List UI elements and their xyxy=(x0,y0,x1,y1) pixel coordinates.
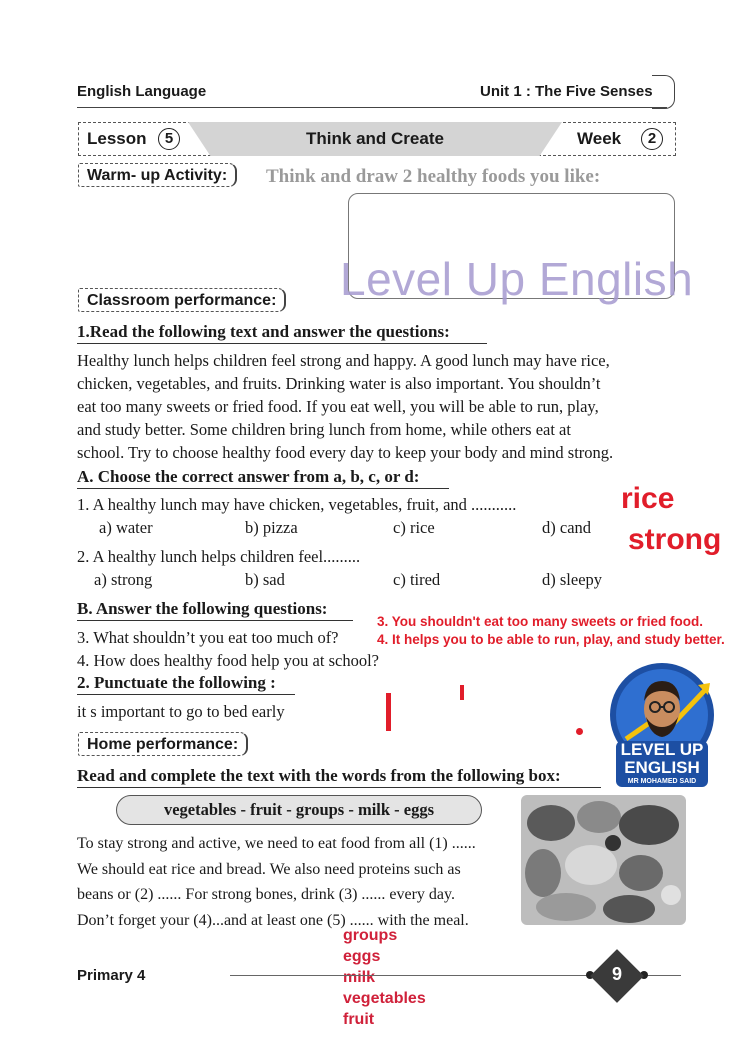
grade-label: Primary 4 xyxy=(77,967,146,984)
lesson-number: 5 xyxy=(158,128,180,150)
answer-4: 4. It helps you to be able to run, play, and study better. xyxy=(377,632,725,647)
fill-in-text xyxy=(77,831,513,933)
header-divider xyxy=(77,107,667,108)
fill-line: To stay strong and active, we need to eat food from all (1) ...... xyxy=(77,835,476,852)
healthy-food-photo xyxy=(521,795,686,925)
footer-divider xyxy=(646,975,681,976)
option-c[interactable]: c) rice xyxy=(393,518,435,537)
watermark: Level Up English xyxy=(340,253,694,305)
subject-title: English Language xyxy=(77,83,207,100)
week-label: Week xyxy=(577,129,622,148)
fill-line: We should eat rice and bread. We also need proteins such as xyxy=(77,860,461,878)
option-a[interactable]: a) strong xyxy=(94,570,153,589)
question-3: 3. What shouldn’t you eat too much of? xyxy=(77,628,339,647)
punctuate-sentence: it s important to go to bed early xyxy=(77,702,285,721)
passage-line: eat too many sweets or fried food. If you eat well, you will be able to run, play, xyxy=(77,397,599,416)
home-answer-2: eggs xyxy=(343,948,381,965)
answer-3: 3. You shouldn't eat too many sweets or fried food. xyxy=(377,614,703,629)
passage-line: school. Try to choose healthy food every day to keep your body and mind strong. xyxy=(77,443,614,462)
section-b-heading: B. Answer the following questions: xyxy=(77,599,353,621)
passage-line: chicken, vegetables, and fruits. Drinking water is also important. You shouldn’t xyxy=(77,374,601,393)
option-b[interactable]: b) pizza xyxy=(245,518,298,537)
reading-heading: 1.Read the following text and answer the questions: xyxy=(77,322,487,344)
answer-1: rice xyxy=(621,482,675,515)
classroom-tag: Classroom performance: xyxy=(78,288,286,312)
lesson-label: Lesson xyxy=(87,129,147,148)
section-a-heading: A. Choose the correct answer from a, b, c, or d: xyxy=(77,467,449,489)
home-answer-5: fruit xyxy=(343,1011,375,1028)
logo-line3: MR MOHAMED SAID xyxy=(627,778,697,785)
warmup-instruction: Think and draw 2 healthy foods you like: xyxy=(266,166,601,187)
passage-line: Healthy lunch helps children feel strong and happy. A good lunch may have rice, xyxy=(77,351,610,370)
reading-passage xyxy=(77,349,677,464)
punctuate-heading: 2. Punctuate the following : xyxy=(77,673,295,695)
apostrophe-mark xyxy=(460,685,464,700)
warmup-tag: Warm- up Activity: xyxy=(78,163,237,187)
answer-2: strong xyxy=(628,523,722,556)
fill-line: Don’t forget your (4)...and at least one (5) ...... with the meal. xyxy=(77,911,469,929)
page-number: 9 xyxy=(611,964,622,984)
word-box: vegetables - fruit - groups - milk - eggs xyxy=(116,795,482,825)
capital-mark xyxy=(386,693,391,731)
lesson-title: Think and Create xyxy=(306,129,444,148)
level-up-english-logo xyxy=(606,661,718,789)
home-tag: Home performance: xyxy=(78,732,248,756)
option-a[interactable]: a) water xyxy=(99,518,153,537)
option-c[interactable]: c) tired xyxy=(393,570,441,589)
option-d[interactable]: d) cand xyxy=(542,518,592,537)
passage-line: and study better. Some children bring lunch from home, while others eat at xyxy=(77,420,571,439)
footer-divider xyxy=(230,975,590,976)
header-corner-decoration xyxy=(652,75,675,109)
home-answer-1: groups xyxy=(343,927,398,944)
question-4: 4. How does healthy food help you at school? xyxy=(77,651,379,670)
full-stop-mark xyxy=(576,728,583,735)
question-2: 2. A healthy lunch helps children feel......... xyxy=(77,547,361,566)
fill-line: beans or (2) ...... For strong bones, drink (3) ...... every day. xyxy=(77,886,455,903)
home-instruction: Read and complete the text with the words from the following box: xyxy=(77,766,601,788)
home-answer-3: milk xyxy=(343,969,376,986)
week-number: 2 xyxy=(641,128,663,150)
home-answer-4: vegetables xyxy=(343,990,426,1007)
logo-line2: ENGLISH xyxy=(624,758,700,777)
unit-title: Unit 1 : The Five Senses xyxy=(480,83,653,100)
option-b[interactable]: b) sad xyxy=(245,570,285,589)
option-d[interactable]: d) sleepy xyxy=(542,570,603,589)
logo-line1: LEVEL UP xyxy=(620,740,704,759)
question-1: 1. A healthy lunch may have chicken, vegetables, fruit, and ........... xyxy=(77,495,517,514)
home-answers xyxy=(343,925,426,1030)
